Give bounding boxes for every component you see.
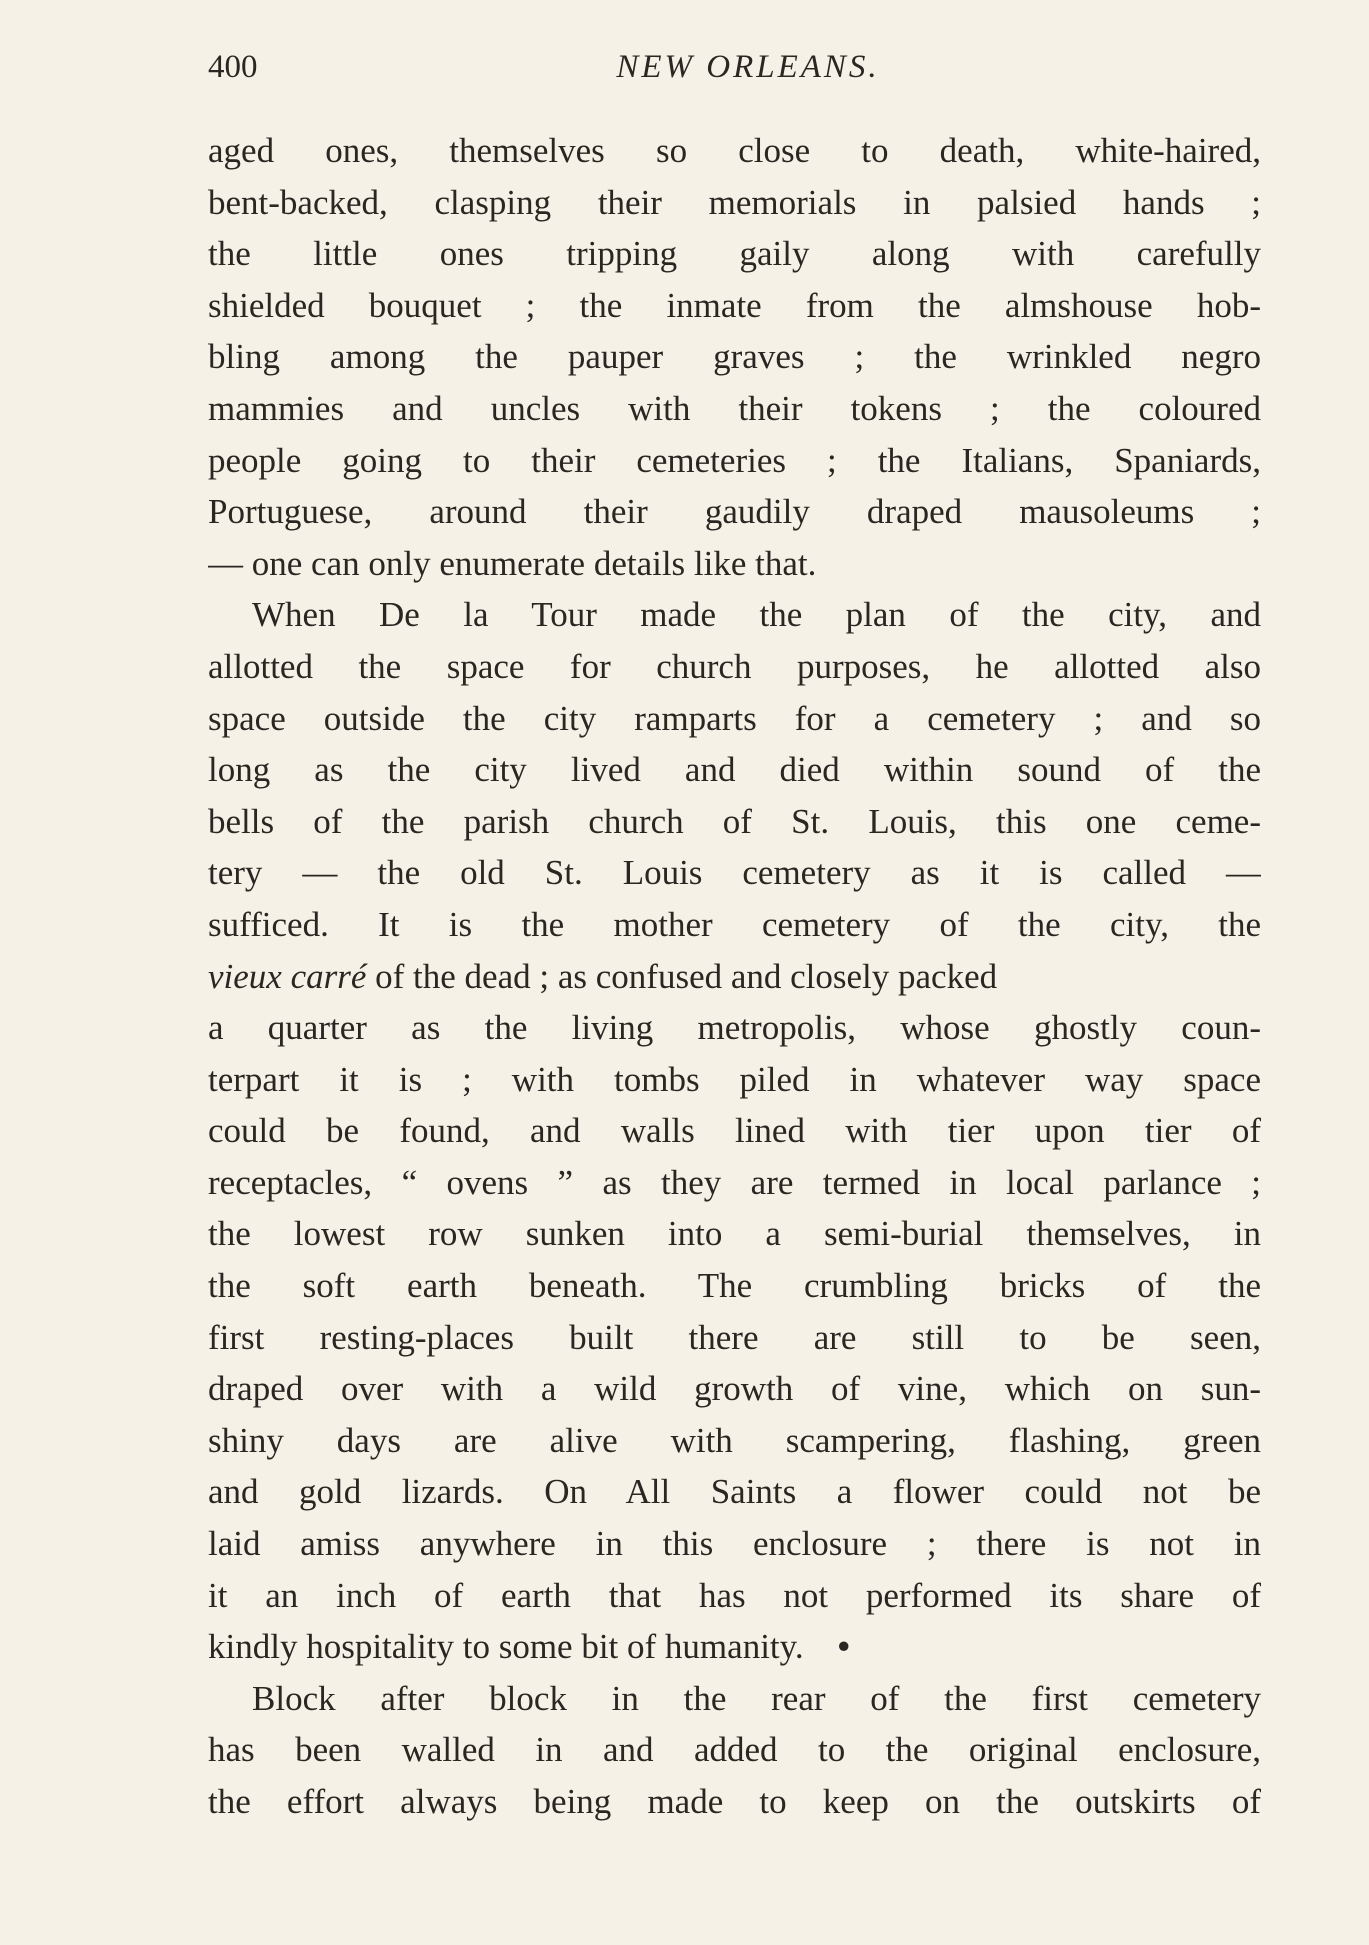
running-head bbox=[208, 42, 1268, 92]
text-line: could be found, and walls lined with tier upon tier of bbox=[208, 1111, 1261, 1151]
text-line: allotted the space for church purposes, he allotted also bbox=[208, 646, 1261, 686]
text-line: receptacles, “ ovens ” as they are termed in local parlance ; bbox=[208, 1162, 1261, 1202]
line-text: kindly hospitality to some bit of humanity. bbox=[208, 1627, 804, 1667]
text-line: draped over with a wild growth of vine, which on sun- bbox=[208, 1369, 1261, 1409]
text-line: sufficed. It is the mother cemetery of the city, the bbox=[208, 904, 1261, 944]
text-line: the effort always being made to keep on the outskirts of bbox=[208, 1782, 1261, 1821]
text-line: first resting-places built there are still to be seen, bbox=[208, 1317, 1261, 1357]
italic-phrase: vieux carré bbox=[208, 956, 367, 996]
text-line-with-italic bbox=[208, 951, 1261, 1003]
paragraph-end-line bbox=[208, 1621, 1261, 1673]
text-line: has been walled in and added to the original enclosure, bbox=[208, 1730, 1261, 1770]
stray-mark: • bbox=[837, 1627, 850, 1667]
text-line: shielded bouquet ; the inmate from the almshouse hob- bbox=[208, 285, 1261, 325]
text-line: terpart it is ; with tombs piled in whatever way space bbox=[208, 1059, 1261, 1099]
text-line: aged ones, themselves so close to death, white-haired, bbox=[208, 131, 1261, 170]
text-line: it an inch of earth that has not performed its share of bbox=[208, 1575, 1261, 1615]
paragraph-start-line: When De la Tour made the plan of the city, and bbox=[252, 595, 1261, 635]
line-remainder: of the dead ; as confused and closely packed bbox=[366, 956, 998, 996]
page-number: 400 bbox=[208, 49, 258, 85]
text-line: the soft earth beneath. The crumbling bricks of the bbox=[208, 1266, 1261, 1306]
text-line: bells of the parish church of St. Louis, this one ceme- bbox=[208, 801, 1261, 841]
text-line: a quarter as the living metropolis, whose ghostly coun- bbox=[208, 1008, 1261, 1048]
book-title: NEW ORLEANS. bbox=[616, 49, 880, 85]
text-line: long as the city lived and died within sound of the bbox=[208, 750, 1261, 790]
text-line: the lowest row sunken into a semi-burial themselves, in bbox=[208, 1214, 1261, 1254]
text-line: Portuguese, around their gaudily draped mausoleums ; bbox=[208, 492, 1261, 532]
text-line: space outside the city ramparts for a cemetery ; and so bbox=[208, 698, 1261, 738]
text-line: people going to their cemeteries ; the Italians, Spaniards, bbox=[208, 440, 1261, 480]
text-line: bling among the pauper graves ; the wrinkled negro bbox=[208, 337, 1261, 377]
body-text bbox=[208, 125, 1261, 1828]
text-line: mammies and uncles with their tokens ; the coloured bbox=[208, 388, 1261, 428]
text-line: bent-backed, clasping their memorials in palsied hands ; bbox=[208, 182, 1261, 222]
text-line: shiny days are alive with scampering, flashing, green bbox=[208, 1420, 1261, 1460]
paragraph-start-line: Block after block in the rear of the first cemetery bbox=[252, 1678, 1261, 1718]
text-line: the little ones tripping gaily along with carefully bbox=[208, 234, 1261, 274]
text-line: and gold lizards. On All Saints a flower could not be bbox=[208, 1472, 1261, 1512]
text-line: tery — the old St. Louis cemetery as it is called — bbox=[208, 853, 1261, 893]
text-line: — one can only enumerate details like that. bbox=[208, 543, 817, 583]
text-line: laid amiss anywhere in this enclosure ; there is not in bbox=[208, 1524, 1261, 1564]
